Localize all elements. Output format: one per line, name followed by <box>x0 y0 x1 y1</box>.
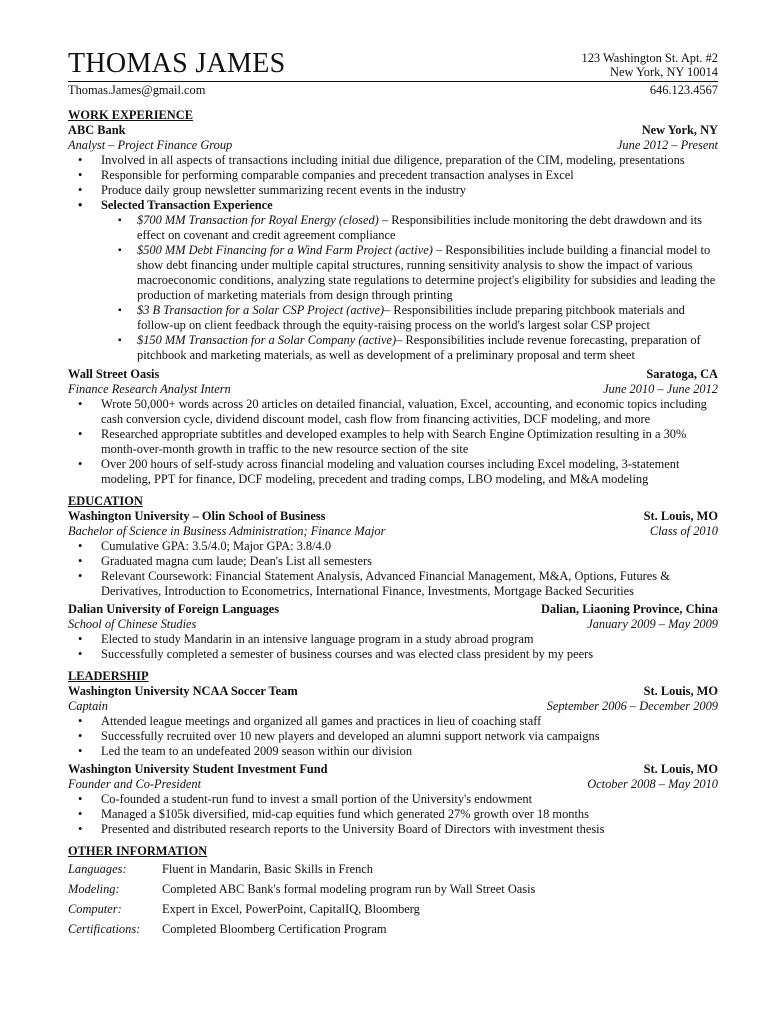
entry-header-soccer <box>68 684 718 699</box>
bullet-list-dalian <box>68 632 718 662</box>
contact-row <box>68 83 718 98</box>
bullet-item: • Wrote 50,000+ words across 20 articles on detailed financial, valuation, Excel, accounting, and economic topics including cash conversion cycle, dividend discount model, cash flow from financing activities, DCF modeling, and more <box>68 397 718 427</box>
selected-transactions-label: • Selected Transaction Experience <box>68 198 718 213</box>
other-info-value: Fluent in Mandarin, Basic Skills in French <box>162 861 373 876</box>
role-title: Analyst – Project Finance Group <box>68 138 233 152</box>
date-range: June 2012 – Present <box>616 138 718 152</box>
bullet-list-fund <box>68 792 718 837</box>
bullet-list-abc <box>68 153 718 363</box>
deal-name: $150 MM Transaction for a Solar Company (active) <box>137 333 397 347</box>
address-line-1: 123 Washington St. Apt. #2 <box>581 51 718 65</box>
entry-subheader-dalian <box>68 617 718 632</box>
other-info-key: Certifications: <box>68 921 141 936</box>
phone-number: 646.123.4567 <box>649 83 718 97</box>
bullet-item: • Presented and distributed research reports to the University Board of Directors with investment thesis <box>68 822 718 837</box>
bullet-item: • Graduated magna cum laude; Dean's List all semesters <box>68 554 718 569</box>
bullet-item: • Successfully recruited over 10 new players and developed an alumni support network via campaigns <box>68 729 718 744</box>
role-title: Founder and Co-President <box>68 777 202 791</box>
bullet-list-soccer <box>68 714 718 759</box>
org-name: Washington University Student Investment Fund <box>68 762 328 776</box>
bullet-item: • Produce daily group newsletter summarizing recent events in the industry <box>68 183 718 198</box>
deal-item <box>68 213 718 243</box>
deal-desc: – Responsibilities include building a financial model to show debt financing under multiple capital structures, running sensitivity analysis to show the impact of various macroeconomic conditions, analyzing state regulations to determine project's eligibility for subsidies and leading the production of marketing materials from design through printing <box>137 243 716 302</box>
header-divider <box>68 81 718 82</box>
deal-name: $700 MM Transaction for Royal Energy (closed) <box>137 213 379 227</box>
deal-name: $3 B Transaction for a Solar CSP Project (active) <box>137 303 385 317</box>
date-range: Class of 2010 <box>649 524 718 538</box>
address-line-2: New York, NY 10014 <box>610 65 718 79</box>
other-info-row <box>68 899 718 919</box>
deal-item <box>68 333 718 363</box>
bullet-item: • Cumulative GPA: 3.5/4.0; Major GPA: 3.8/4.0 <box>68 539 718 554</box>
bullet-list-wustl <box>68 539 718 599</box>
other-info-key: Modeling: <box>68 881 120 896</box>
entry-subheader-fund <box>68 777 718 792</box>
degree: School of Chinese Studies <box>68 617 197 631</box>
bullet-item: • Relevant Coursework: Financial Statement Analysis, Advanced Financial Management, M&A, Options, Futures & Derivatives, Introduction to Econometrics, International Finance, Investments, Mortgage Backed Securities <box>68 569 718 599</box>
bullet-item: • Led the team to an undefeated 2009 season within our division <box>68 744 718 759</box>
section-title-leadership: LEADERSHIP <box>68 669 149 683</box>
deal-desc: – Responsibilities include monitoring the debt drawdown and its effect on covenant and credit agreement compliance <box>137 213 702 242</box>
entry-subheader-abc <box>68 138 718 153</box>
bullet-item: • Researched appropriate subtitles and developed examples to help with Search Engine Optimization resulting in a 30% month-over-month growth in traffic to the new resource section of the site <box>68 427 718 457</box>
entry-subheader-wso <box>68 382 718 397</box>
bullet-item: • Successfully completed a semester of business courses and was elected class president by my peers <box>68 647 718 662</box>
deal-name: $500 MM Debt Financing for a Wind Farm Project (active) <box>137 243 433 257</box>
section-title-work: WORK EXPERIENCE <box>68 108 193 122</box>
section-title-education: EDUCATION <box>68 494 143 508</box>
candidate-name: THOMAS JAMES <box>68 48 286 79</box>
org-name: Washington University NCAA Soccer Team <box>68 684 298 698</box>
entry-subheader-soccer <box>68 699 718 714</box>
bullet-item: • Over 200 hours of self-study across financial modeling and valuation courses including Excel modeling, 3-statement modeling, PPT for finance, DCF modeling, precedent and trading comps, LBO modeling, and M&A modeling <box>68 457 718 487</box>
other-info-value: Completed Bloomberg Certification Program <box>162 921 387 936</box>
bullet-item: • Managed a $105k diversified, mid-cap equities fund which generated 27% growth over 18 months <box>68 807 718 822</box>
org-location: St. Louis, MO <box>643 684 718 698</box>
school-name: Washington University – Olin School of Business <box>68 509 326 523</box>
entry-header-dalian <box>68 602 718 617</box>
section-title-other: OTHER INFORMATION <box>68 844 208 858</box>
bullet-item: • Co-founded a student-run fund to invest a small portion of the University's endowment <box>68 792 718 807</box>
role-title: Captain <box>68 699 108 713</box>
other-info-row <box>68 919 718 939</box>
org-name: Wall Street Oasis <box>68 367 160 381</box>
email-address: Thomas.James@gmail.com <box>68 83 206 97</box>
entry-header-fund <box>68 762 718 777</box>
school-location: Dalian, Liaoning Province, China <box>540 602 718 616</box>
bullet-item: • Elected to study Mandarin in an intensive language program in a study abroad program <box>68 632 718 647</box>
bullet-item: • Attended league meetings and organized all games and practices in lieu of coaching staff <box>68 714 718 729</box>
entry-header-wso <box>68 367 718 382</box>
date-range: June 2010 – June 2012 <box>603 382 718 396</box>
school-name: Dalian University of Foreign Languages <box>68 602 280 616</box>
date-range: January 2009 – May 2009 <box>587 617 718 631</box>
org-name: ABC Bank <box>68 123 126 137</box>
deal-desc: – Responsibilities include preparing pitchbook materials and follow-up on client feedback through the equity-raising process on the world's largest solar CSP project <box>137 303 685 332</box>
address-block <box>582 51 718 79</box>
other-info-row <box>68 879 718 899</box>
deal-desc: – Responsibilities include revenue forecasting, preparation of pitchbook and marketing materials, as well as development of a preliminary proposal and term sheet <box>137 333 701 362</box>
entry-subheader-wustl <box>68 524 718 539</box>
other-info-row <box>68 859 718 879</box>
degree: Bachelor of Science in Business Administration; Finance Major <box>68 524 386 538</box>
other-info-value: Completed ABC Bank's formal modeling program run by Wall Street Oasis <box>162 881 536 896</box>
entry-header-abc <box>68 123 718 138</box>
bullet-item: • Involved in all aspects of transactions including initial due diligence, preparation of the CIM, modeling, presentations <box>68 153 718 168</box>
other-info-key: Computer: <box>68 901 122 916</box>
entry-header-wustl <box>68 509 718 524</box>
school-location: St. Louis, MO <box>643 509 718 523</box>
bullet-list-wso <box>68 397 718 487</box>
other-info-value: Expert in Excel, PowerPoint, CapitalIQ, Bloomberg <box>162 901 420 916</box>
role-title: Finance Research Analyst Intern <box>68 382 231 396</box>
org-location: New York, NY <box>641 123 718 137</box>
deal-item <box>68 243 718 303</box>
deal-item <box>68 303 718 333</box>
resume-body <box>68 108 718 939</box>
org-location: Saratoga, CA <box>646 367 718 381</box>
other-info-key: Languages: <box>68 861 127 876</box>
date-range: October 2008 – May 2010 <box>587 777 718 791</box>
date-range: September 2006 – December 2009 <box>546 699 718 713</box>
bullet-item: • Responsible for performing comparable companies and precedent transaction analyses in Excel <box>68 168 718 183</box>
org-location: St. Louis, MO <box>643 762 718 776</box>
